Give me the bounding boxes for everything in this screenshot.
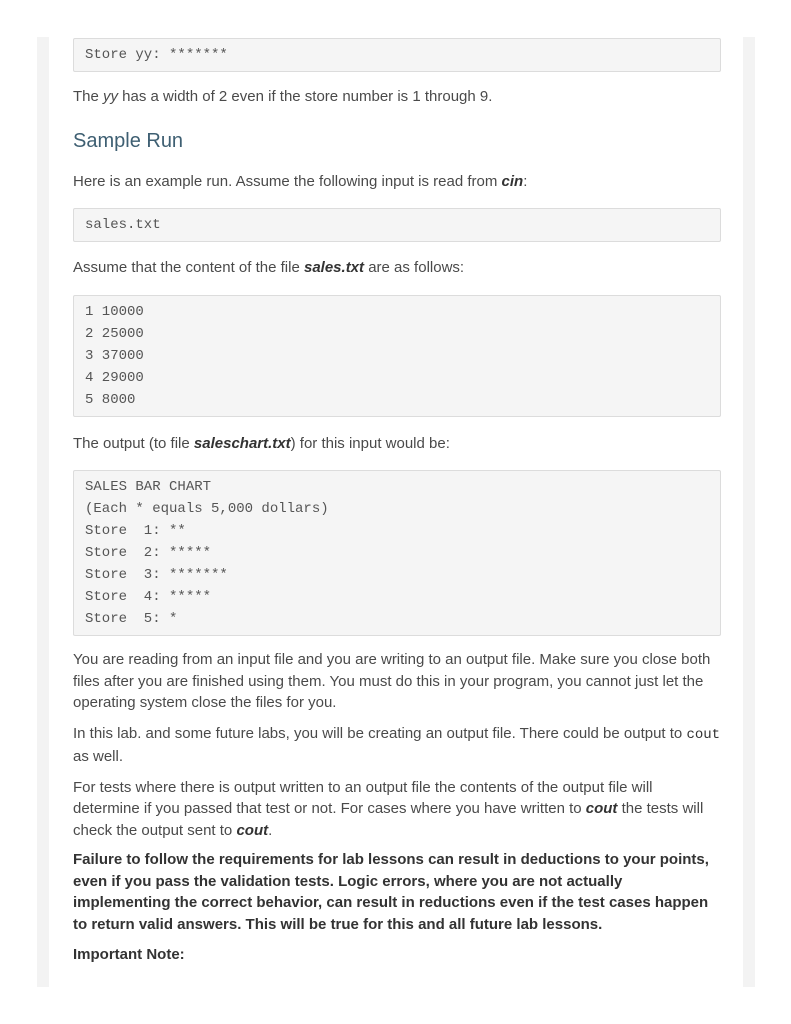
code-block-input	[73, 208, 721, 242]
cout-keyword: cout	[585, 800, 618, 817]
code-line: 2 25000	[85, 325, 144, 342]
intro-text	[73, 171, 721, 193]
width-note	[73, 86, 721, 108]
output-intro-text	[73, 433, 721, 455]
text: Here is an example run. Assume the following input is read from	[73, 172, 502, 190]
assume-file-text	[73, 257, 721, 279]
lesson-content	[73, 38, 721, 966]
tests-paragraph	[73, 777, 721, 842]
code-line: (Each * equals 5,000 dollars)	[85, 501, 329, 517]
code-line: Store 4: *****	[85, 589, 212, 605]
text: :	[523, 172, 528, 190]
code-line: SALES BAR CHART	[85, 479, 212, 495]
warning-paragraph: Failure to follow the requirements for lab lessons can result in deductions to your points, even if you pass the validation tests. Logic errors, where you are not actually implementing the correct behavior, can result in reductions even if the test cases happen to return valid answers. This will be true for this and all future lab lessons.	[73, 851, 709, 933]
var-yy: yy	[103, 88, 119, 105]
cin-keyword: cin	[501, 172, 524, 190]
left-gutter	[37, 37, 49, 987]
text: The	[73, 88, 104, 105]
close-files-paragraph: You are reading from an input file and you are writing to an output file. Make sure you close both files after you are finished using them. You must do this in your program, you cannot just let the operating system close the files for you.	[73, 651, 711, 711]
text: In this lab. and some future labs, you will be creating an output file. There could be output to	[73, 724, 687, 742]
text: the tests will check the output sent to	[73, 800, 704, 839]
file-name: saleschart.txt	[193, 434, 291, 452]
code-line: 4 29000	[85, 369, 144, 386]
text: ) for this input would be:	[290, 434, 450, 452]
code-line: 5 8000	[85, 391, 136, 408]
text: as well.	[73, 748, 124, 765]
cout-code: cout	[686, 726, 721, 743]
code-line: Store 1: **	[85, 523, 186, 539]
code-line: sales.txt	[85, 217, 161, 233]
code-line: Store 3: *******	[85, 567, 228, 583]
text: Assume that the content of the file	[73, 259, 304, 276]
code-block-store-format	[73, 38, 721, 72]
code-line: Store 2: *****	[85, 545, 212, 561]
output-file-paragraph	[73, 723, 721, 768]
file-name: sales.txt	[303, 259, 365, 276]
text: has a width of 2 even if the store number is 1 through 9.	[118, 88, 493, 105]
text: For tests where there is output written to an output file the contents of the output file will determine if you passed that test or not. For cases where you have written to	[73, 778, 653, 817]
code-block-output	[73, 470, 721, 636]
text: are as follows:	[364, 259, 465, 276]
code-line: 1 10000	[85, 303, 144, 320]
code-line: 3 37000	[85, 347, 144, 364]
right-gutter	[743, 37, 755, 987]
code-block-file-content	[73, 295, 721, 417]
code-line: Store yy: *******	[85, 47, 228, 63]
cout-keyword: cout	[236, 821, 269, 839]
important-note-label: Important Note:	[73, 946, 185, 963]
text: The output (to file	[73, 434, 194, 452]
code-line: Store 5: *	[85, 611, 178, 627]
text: .	[268, 821, 273, 839]
sample-run-heading: Sample Run	[73, 129, 184, 152]
